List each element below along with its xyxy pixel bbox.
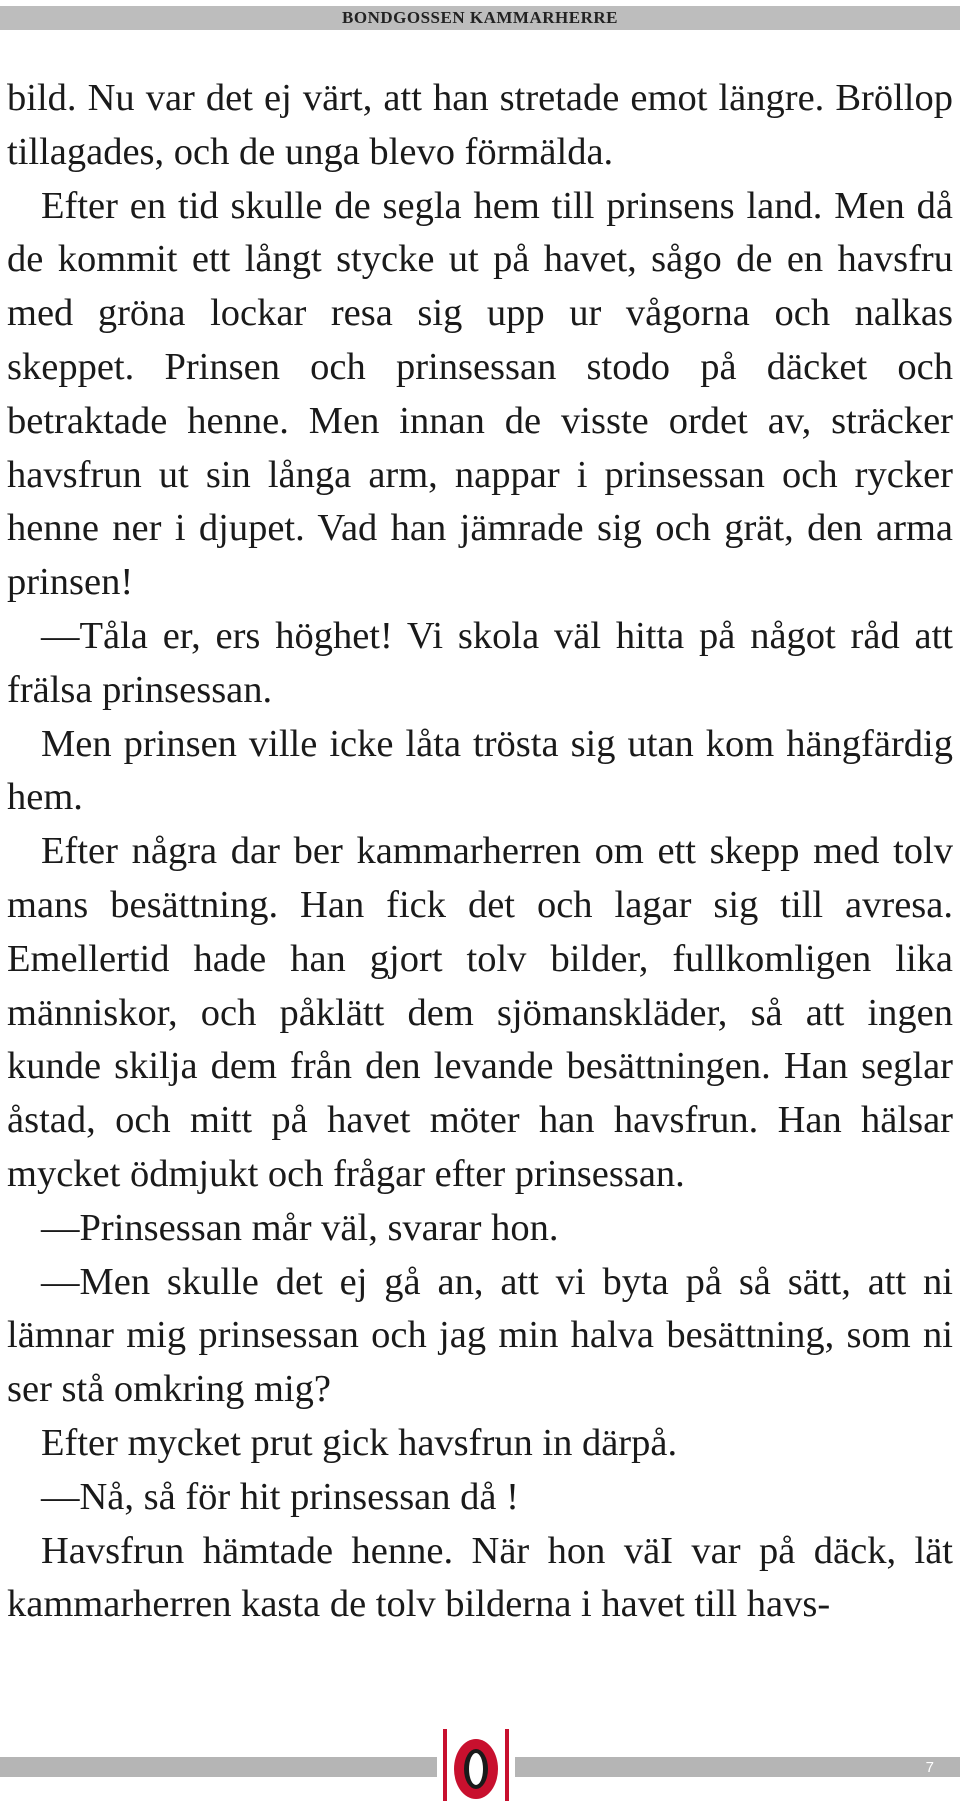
running-header-title: BONDGOSSEN KAMMARHERRE (342, 8, 618, 27)
paragraph: —Prinsessan mår väl, svarar hon. (41, 1206, 559, 1249)
paragraph: —Men skulle det ej gå an, att vi byta på så sätt, att ni lämnar mig prinsessan och jag min halva besättning, som ni ser stå omkring mig? (7, 1260, 953, 1411)
paragraph: —Nå, så för hit prinsessan då ! (41, 1475, 519, 1518)
paragraph: Efter mycket prut gick havsfrun in därpå. (41, 1421, 678, 1464)
paragraph: Men prinsen ville icke låta trösta sig utan kom hängfärdig hem. (7, 722, 953, 819)
page-number: 7 (925, 1758, 934, 1776)
paragraph: —Tåla er, ers höghet! Vi skola väl hitta på något råd att frälsa prinsessan. (7, 614, 953, 711)
page-body (7, 72, 953, 1632)
paragraph: Efter en tid skulle de segla hem till prinsens land. Men då de kommit ett långt stycke ut på havet, sågo de en havsfru med gröna lockar resa sig upp ur vågorna och nalkas skeppet. Prinsen och prinsessan stodo på däcket och betraktade henne. Men innan de visste ordet av, sträcker havsfrun ut sin långa arm, nappar i prinsessan och rycker henne ner i djupet. Vad han jämrade sig och grät, den arma prinsen! (7, 184, 953, 604)
publisher-logo-icon (437, 1727, 515, 1803)
paragraph: Havsfrun hämtade henne. När hon väI var på däck, lät kammarherren kasta de tolv bilderna i havet till havs- (7, 1529, 953, 1626)
paragraph: Efter några dar ber kammarherren om ett skepp med tolv mans besättning. Han fick det och lagar sig till avresa. Emellertid hade han gjort tolv bilder, fullkomligen lika människor, och påklätt dem sjömanskläder, så att ingen kunde skilja dem från den levande besättningen. Han seglar åstad, och mitt på havet möter han havsfrun. Han hälsar mycket ödmjukt och frågar efter prinsessan. (7, 830, 953, 1195)
footer-bar-right (515, 1757, 960, 1777)
footer-bar-left (0, 1757, 437, 1777)
running-header (0, 6, 960, 30)
paragraph: bild. Nu var det ej värt, att han stretade emot längre. Bröllop tillagades, och de unga blevo förmälda. (7, 77, 953, 173)
